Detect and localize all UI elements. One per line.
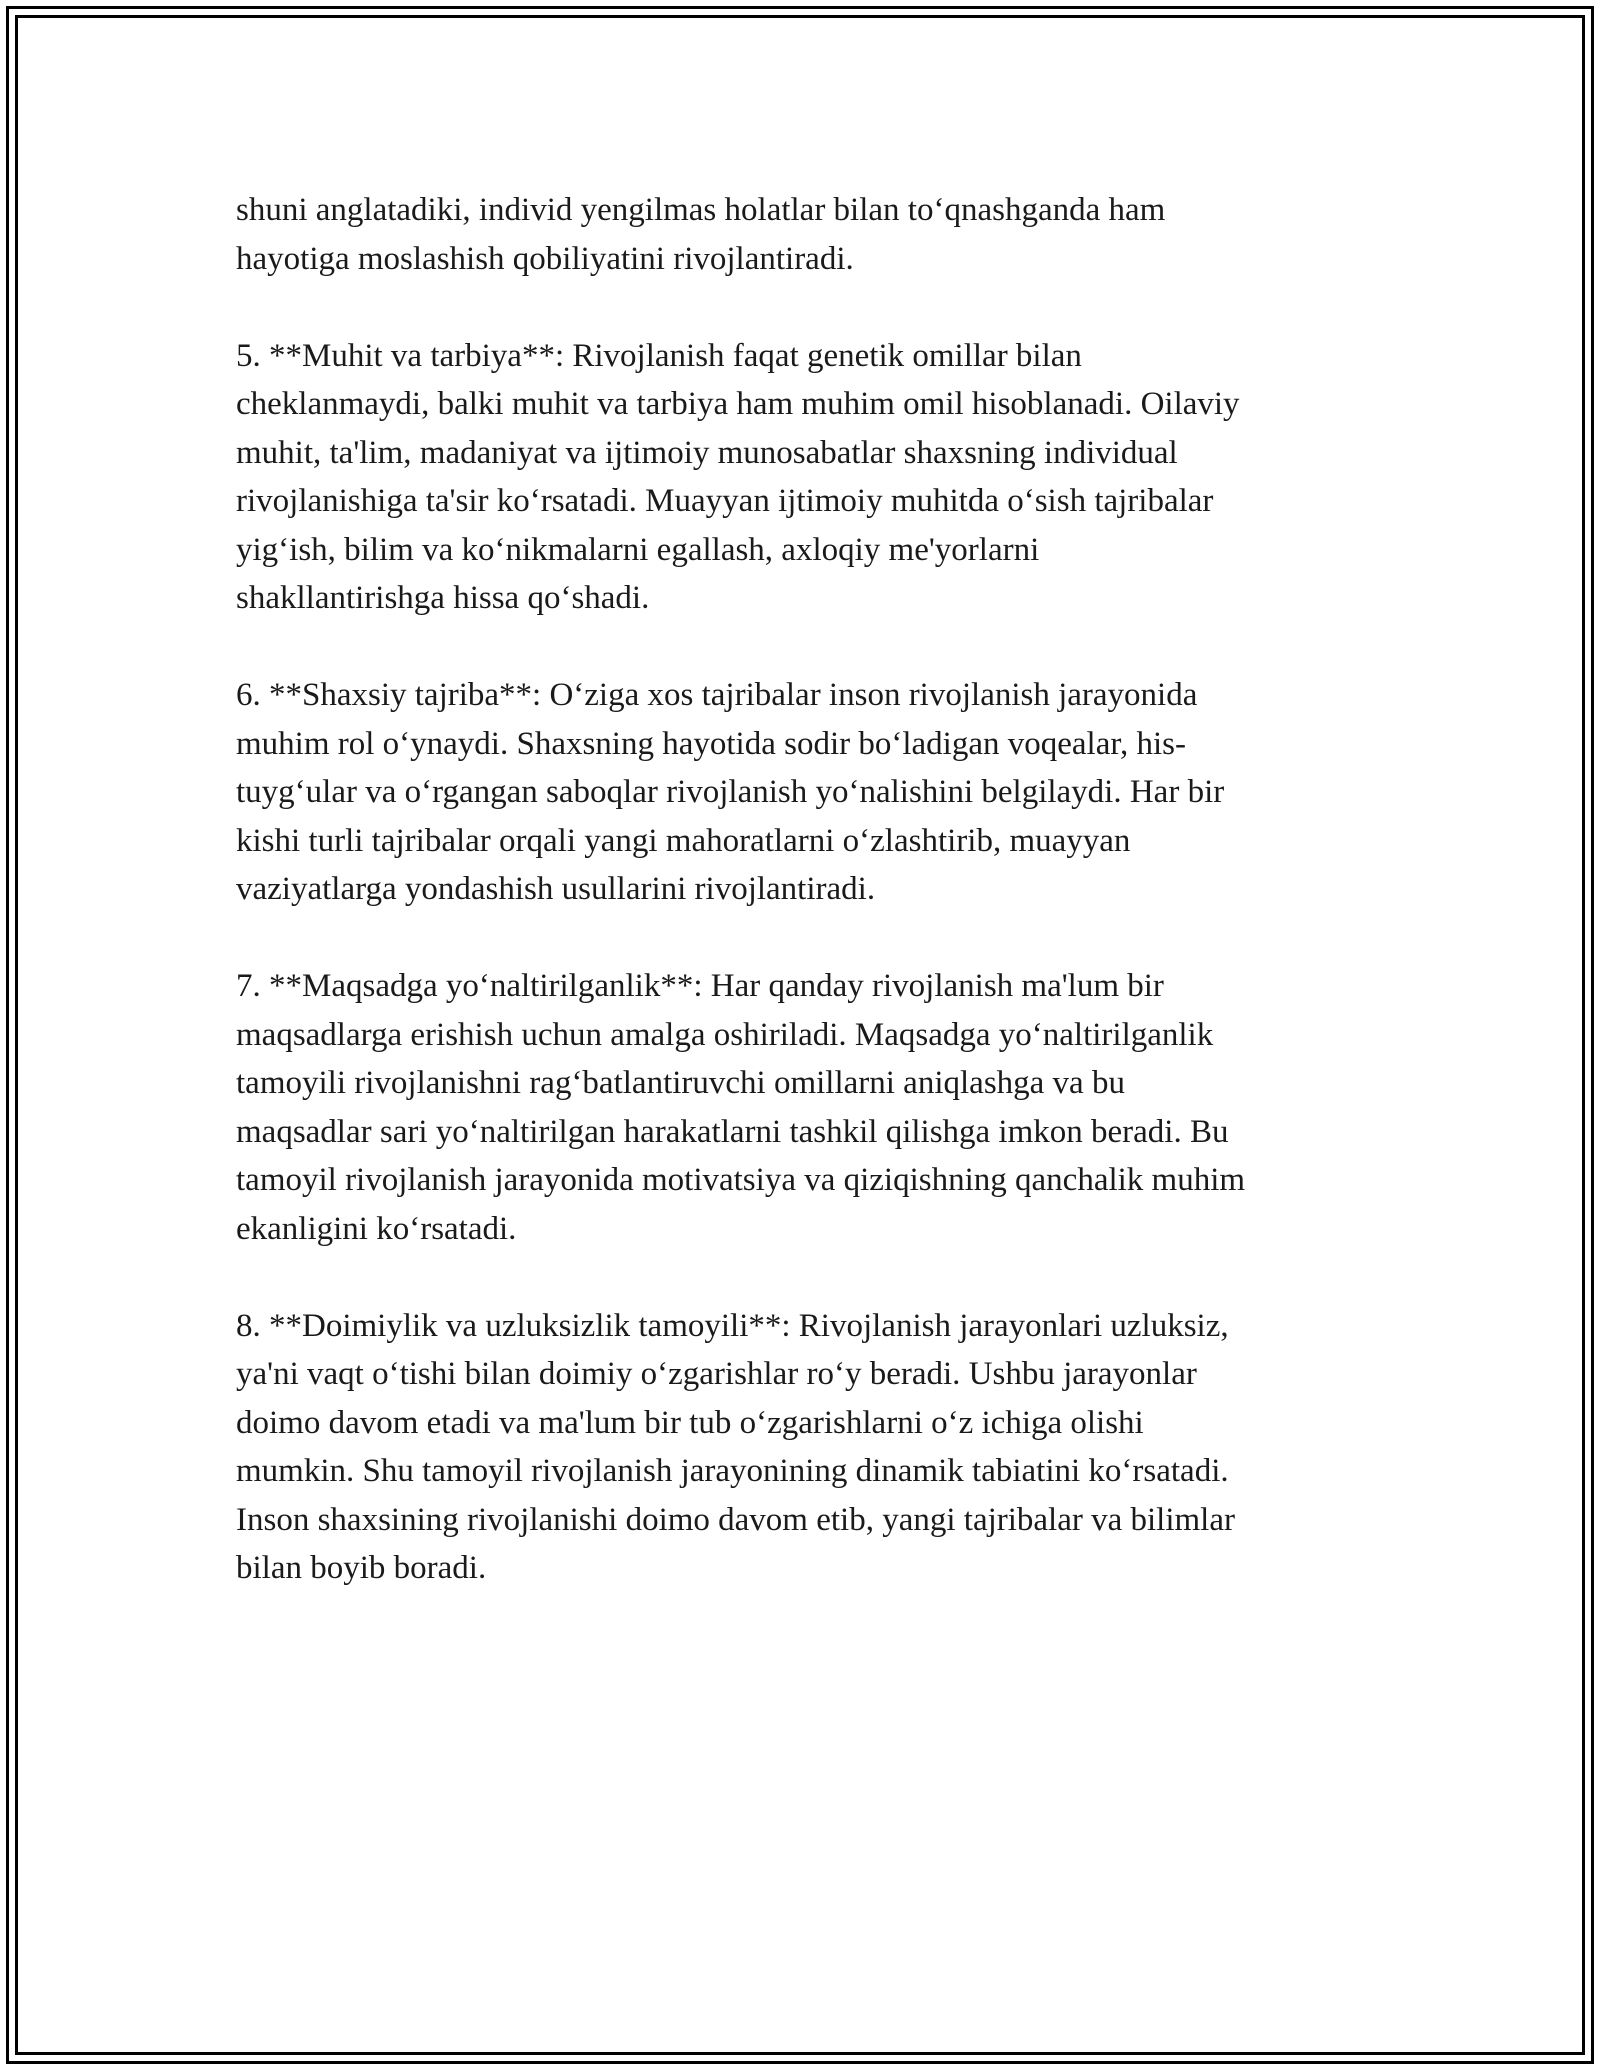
text-line: tamoyil rivojlanish jarayonida motivatsiya va qiziqishning qanchalik muhim (236, 1162, 1246, 1198)
text-line: shakllantirishga hissa qo‘shadi. (236, 580, 650, 616)
text-line: Inson shaxsining rivojlanishi doimo davom etib, yangi tajribalar va bilimlar (236, 1501, 1235, 1538)
text-line: ekanligini ko‘rsatadi. (236, 1210, 517, 1247)
text-line: muhim rol o‘ynaydi. Shaxsning hayotida sodir bo‘ladigan voqealar, his- (236, 725, 1187, 762)
paragraph-item-5 (236, 332, 1366, 623)
paragraph-item-7 (236, 962, 1366, 1253)
text-line: 5. **Muhit va tarbiya**: Rivojlanish faqat genetik omillar bilan (236, 337, 1082, 374)
text-line: 7. **Maqsadga yo‘naltirilganlik**: Har qanday rivojlanish ma'lum bir (236, 968, 1164, 1004)
text-line: tamoyili rivojlanishni rag‘batlantiruvchi omillarni aniqlashga va bu (236, 1065, 1125, 1101)
text-line: 6. **Shaxsiy tajriba**: O‘ziga xos tajribalar inson rivojlanish jarayonida (236, 677, 1198, 713)
text-line: yig‘ish, bilim va ko‘nikmalarni egallash, axloqiy me'yorlarni (236, 531, 1040, 568)
text-line: rivojlanishiga ta'sir ko‘rsatadi. Muayyan ijtimoiy muhitda o‘sish tajribalar (236, 483, 1214, 519)
text-line: tuyg‘ular va o‘rgangan saboqlar rivojlanish yo‘nalishini belgilaydi. Har bir (236, 774, 1225, 810)
text-line: vaziyatlarga yondashish usullarini rivojlantiradi. (236, 871, 876, 907)
text-line: muhit, ta'lim, madaniyat va ijtimoiy munosabatlar shaxsning individual (236, 434, 1178, 471)
text-line: ya'ni vaqt o‘tishi bilan doimiy o‘zgarishlar ro‘y beradi. Ushbu jarayonlar (236, 1356, 1197, 1392)
paragraph-item-8 (236, 1302, 1366, 1593)
text-line: hayotiga moslashish qobiliyatini rivojlantiradi. (236, 240, 854, 277)
text-line: mumkin. Shu tamoyil rivojlanish jarayonining dinamik tabiatini ko‘rsatadi. (236, 1453, 1229, 1489)
paragraph-continuation (236, 186, 1366, 283)
text-line: doimo davom etadi va ma'lum bir tub o‘zgarishlarni o‘z ichiga olishi (236, 1404, 1144, 1441)
text-line: cheklanmaydi, balki muhit va tarbiya ham muhim omil hisoblanadi. Oilaviy (236, 386, 1240, 422)
text-line: kishi turli tajribalar orqali yangi mahoratlarni o‘zlashtirib, muayyan (236, 822, 1131, 859)
document-body (236, 186, 1366, 1641)
paragraph-item-6 (236, 671, 1366, 914)
text-line: bilan boyib boradi. (236, 1550, 487, 1586)
text-line: 8. **Doimiylik va uzluksizlik tamoyili**: Rivojlanish jarayonlari uzluksiz, (236, 1307, 1229, 1344)
text-line: shuni anglatadiki, individ yengilmas holatlar bilan to‘qnashganda ham (236, 192, 1166, 228)
text-line: maqsadlarga erishish uchun amalga oshiriladi. Maqsadga yo‘naltirilganlik (236, 1016, 1214, 1053)
text-line: maqsadlar sari yo‘naltirilgan harakatlarni tashkil qilishga imkon beradi. Bu (236, 1113, 1229, 1150)
